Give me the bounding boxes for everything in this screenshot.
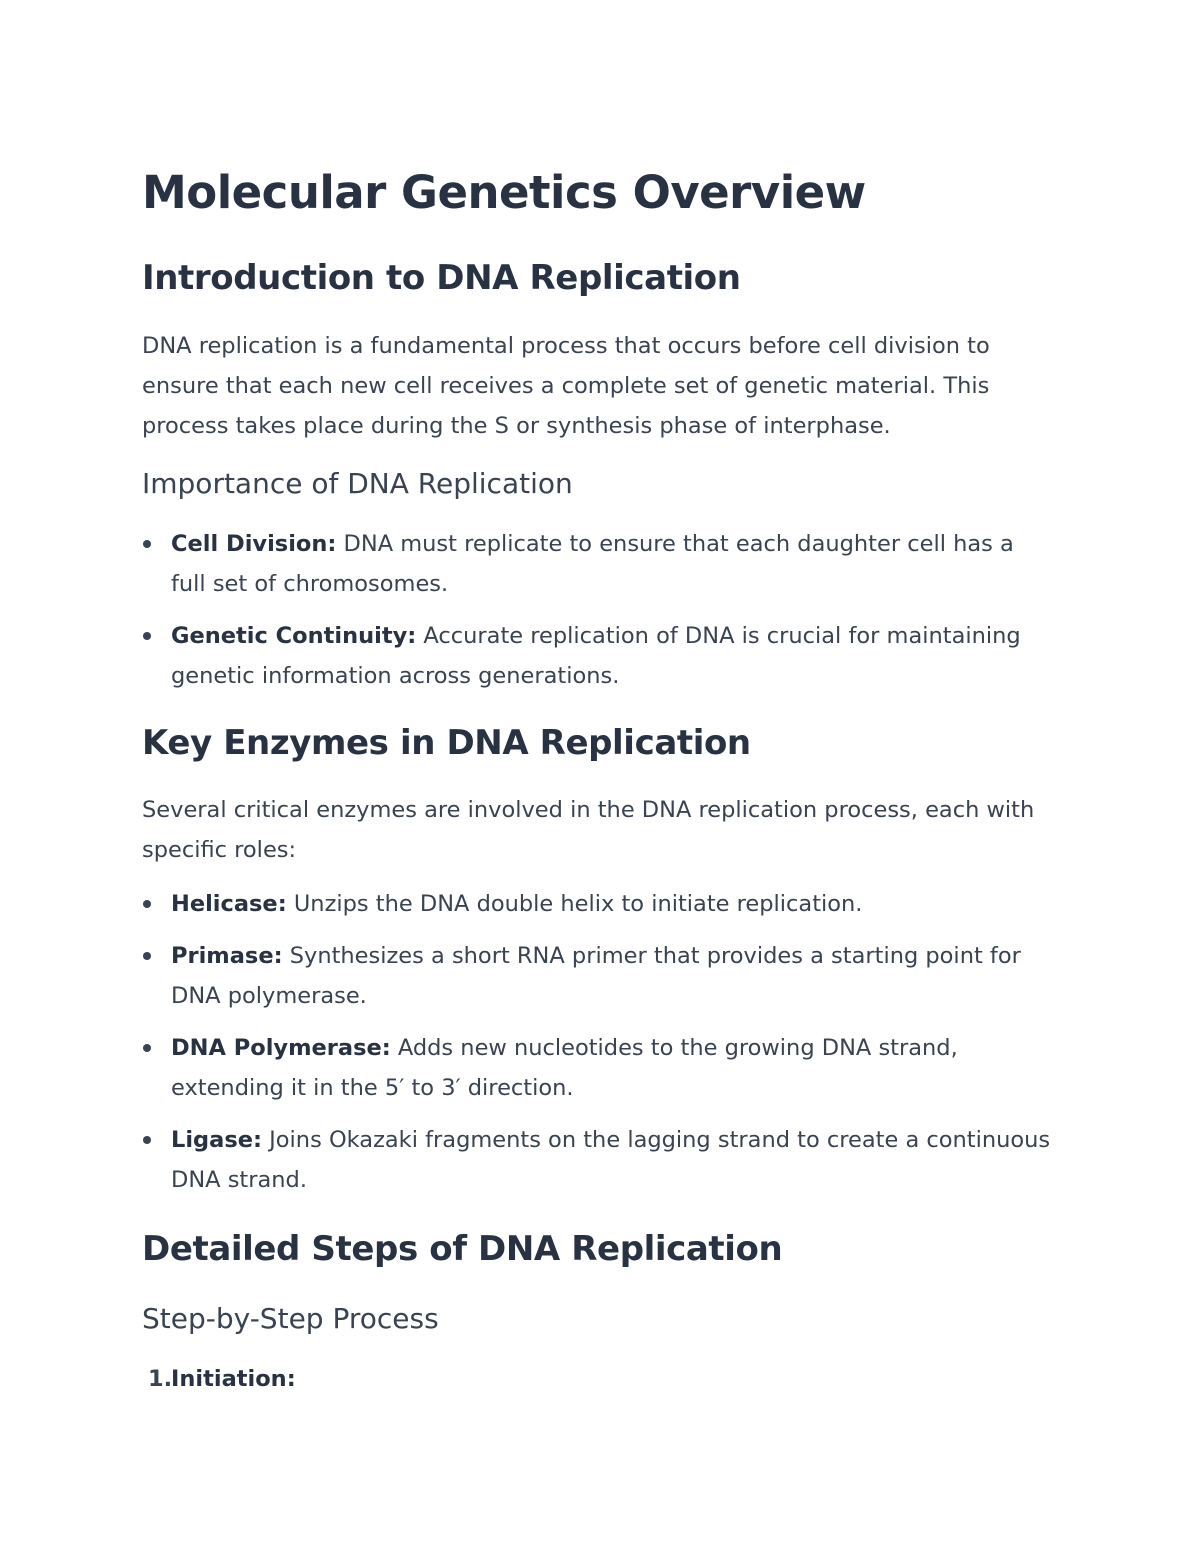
list-item [142, 616, 1052, 696]
list-item-number: 1. [148, 1366, 173, 1392]
list-item-term: Primase: [171, 943, 283, 969]
list-item-term: Helicase: [171, 891, 287, 917]
list-item-term: DNA Polymerase: [171, 1035, 391, 1061]
importance-list [142, 524, 1052, 708]
list-item-term: Genetic Continuity: [171, 623, 417, 649]
list-item [142, 524, 1052, 604]
list-item-term: Initiation: [171, 1366, 296, 1392]
intro-paragraph: DNA replication is a fundamental process that occurs before cell division to ensure that each new cell receives a complete set of genetic material. This process takes place during the S or synthesis phase of interphase. [142, 333, 990, 439]
section-heading-intro: Introduction to DNA Replication [142, 258, 741, 298]
list-item-text: Joins Okazaki fragments on the lagging strand to create a continuous DNA strand. [171, 1127, 1051, 1193]
list-item-text: Synthesizes a short RNA primer that provides a starting point for DNA polymerase. [171, 943, 1021, 1009]
list-item [142, 936, 1052, 1016]
list-item [142, 1120, 1052, 1200]
list-item-term: Cell Division: [171, 531, 337, 557]
list-item-text: Accurate replication of DNA is crucial for maintaining genetic information across generations. [171, 623, 1021, 689]
list-item-text: DNA must replicate to ensure that each daughter cell has a full set of chromosomes. [171, 531, 1014, 597]
subheading-importance: Importance of DNA Replication [142, 467, 573, 500]
list-item [142, 1028, 1052, 1108]
list-item-text: Unzips the DNA double helix to initiate replication. [286, 891, 863, 917]
list-item [142, 884, 1052, 924]
bullet-icon [143, 632, 151, 640]
section-heading-enzymes: Key Enzymes in DNA Replication [142, 723, 751, 763]
bullet-icon [143, 1044, 151, 1052]
bullet-icon [143, 952, 151, 960]
enzymes-list [142, 884, 1052, 1212]
enzymes-paragraph: Several critical enzymes are involved in the DNA replication process, each with specific roles: [142, 797, 1035, 863]
steps-list [142, 1359, 1052, 1411]
list-item-text: Adds new nucleotides to the growing DNA strand, extending it in the 5′ to 3′ direction. [171, 1035, 958, 1101]
section-heading-steps: Detailed Steps of DNA Replication [142, 1229, 783, 1269]
document-title: Molecular Genetics Overview [142, 166, 866, 219]
list-item [142, 1359, 1052, 1399]
list-item-term: Ligase: [171, 1127, 262, 1153]
bullet-icon [143, 900, 151, 908]
bullet-icon [143, 1136, 151, 1144]
subheading-steps: Step-by-Step Process [142, 1302, 439, 1335]
bullet-icon [143, 540, 151, 548]
